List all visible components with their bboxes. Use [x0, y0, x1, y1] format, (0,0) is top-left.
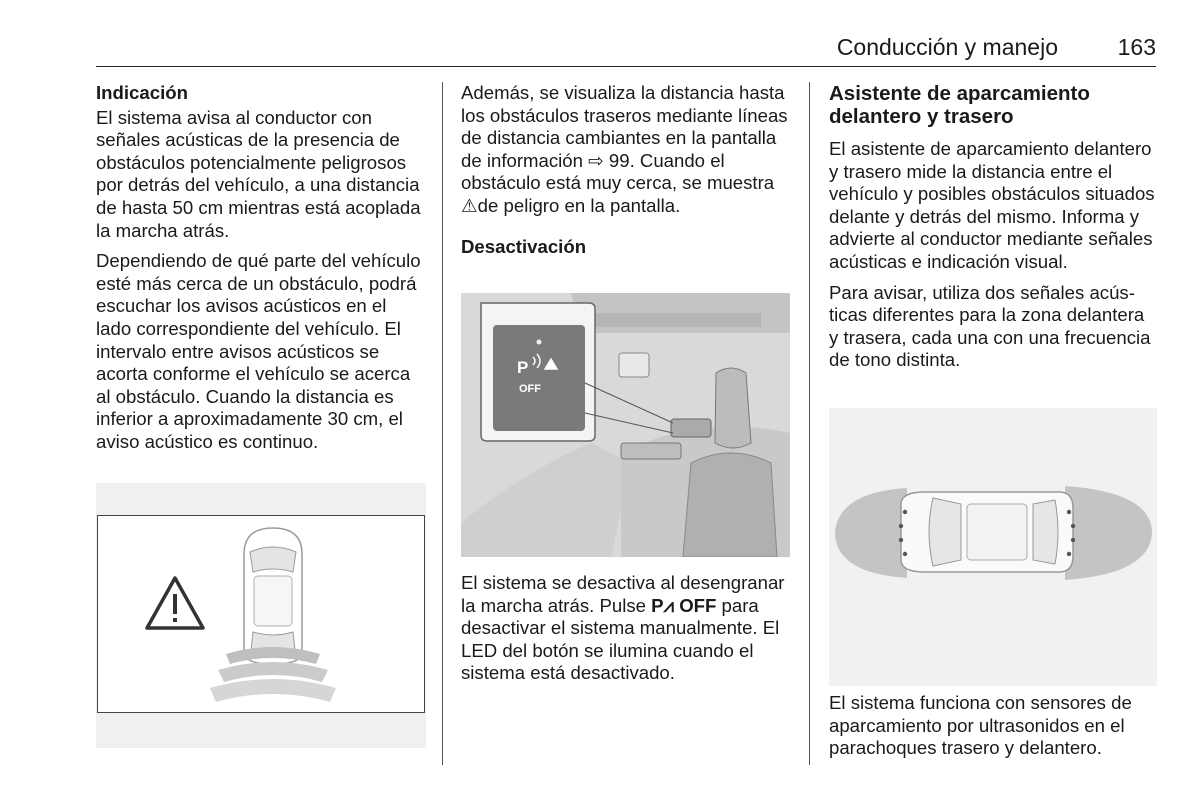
front-rear-zones-figure: [829, 408, 1157, 686]
warning-triangle-icon: [147, 578, 203, 628]
paragraph: Además, se visualiza la distancia hasta los obstáculos traseros mediante líneas de distancia cambiantes en la pantalla de información ⇨ 99. Cuando el obstáculo está muy cerca, se muestra ⚠de peligro en la pantalla.: [461, 82, 788, 216]
paragraph: El sistema funciona con sensores de aparcamiento por ultrasonidos en el parachoques trasero y delantero.: [829, 692, 1132, 759]
column-divider: [809, 82, 810, 765]
paragraph: El sistema avisa al conductor con señales acústicas de la presencia de obstáculos potencialmente peligrosos por detrás del vehículo, a una distancia de hasta 50 cm mientras está acoplada la marcha atrás.: [96, 106, 421, 241]
display-frame: [97, 515, 425, 713]
page-number: 163: [1117, 34, 1156, 60]
button-off-label: OFF: [519, 383, 541, 395]
column-2-lower: [461, 572, 791, 693]
heading-indicacion: Indicación: [96, 82, 188, 103]
page-reference-link[interactable]: ⇨ 99: [588, 149, 630, 171]
column-3-lower: [829, 692, 1157, 768]
front-detection-zone: [835, 488, 907, 578]
paragraph: Para avisar, utiliza dos señales acústicas diferentes para la zona delantera y trasera, cada una con una frecuencia de tono distinta.: [829, 281, 1151, 371]
console-illustration: [461, 293, 790, 557]
section-title: Conducción y manejo: [836, 34, 1058, 60]
column-3: [829, 82, 1157, 380]
heading-asistente: Asistente de aparcamiento delantero y trasero: [829, 82, 1090, 128]
paragraph: El sistema se desactiva al desengranar la marcha atrás. Pulse P⩘ OFF para desactivar el sistema manualmente. El LED del botón se ilumina cuando el sistema está desactivado.: [461, 572, 785, 684]
car-top-view-icon: [244, 528, 302, 664]
distance-zone-arcs: [210, 647, 336, 702]
column-2: [461, 82, 791, 270]
paragraph: El asistente de aparcamiento delantero y trasero mide la distancia entre el vehículo y posibles obstáculos situados delante y detrás del mismo. Informa y advierte al conductor mediante señales acústicas e indicación visual.: [829, 138, 1155, 272]
console-button-figure: [461, 293, 790, 557]
heading-desactivacion: Desactivación: [461, 235, 587, 257]
zones-illustration: [829, 408, 1157, 686]
display-illustration: [98, 516, 424, 712]
column-1: [96, 82, 426, 462]
warning-symbol-icon: ⚠: [461, 194, 478, 216]
rear-detection-zone: [1065, 486, 1152, 580]
paragraph: Dependiendo de qué parte del vehículo esté más cerca de un obstáculo, podrá escuchar los avisos acústicos en el lado correspondiente del vehículo. El intervalo entre avisos acústicos se acorta conforme el vehículo se acerca al obstáculo. Cuando la distancia es inferior a aproximadamente 30 cm, el aviso acústico es continuo.: [96, 250, 421, 452]
button-p-label: P: [517, 358, 529, 377]
car-top-view-icon: [901, 492, 1073, 572]
park-assist-off-button-ref: P⩘ OFF: [651, 594, 717, 616]
rear-parking-display-figure: [96, 483, 426, 748]
column-divider: [442, 82, 443, 765]
page-header: [96, 34, 1156, 67]
